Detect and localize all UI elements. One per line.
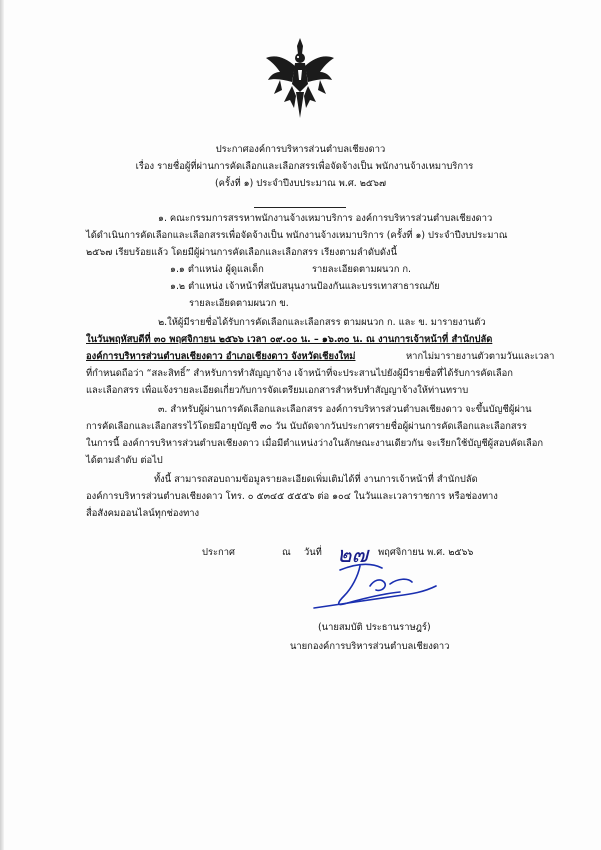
announce-day-label: วันที่ (304, 547, 322, 558)
para1-line1: ๑. คณะกรรมการสรรหาพนักงานจ้างเหมาบริการ องค์การบริหารส่วนตำบลเชียงดาว (158, 213, 493, 224)
para2-line3-tail: หากไม่มารายงานตัวตามวันและเวลา (406, 351, 555, 362)
item1-position: ๑.๑ ตำแหน่ง ผู้ดูแลเด็ก (170, 264, 264, 275)
signature-icon (300, 556, 450, 626)
item1-reference: รายละเอียดตามผนวก ก. (312, 264, 412, 275)
garuda-emblem-icon (262, 36, 338, 120)
scan-shadow (0, 0, 4, 850)
para2-report-location: องค์การบริหารส่วนตำบลเชียงดาว อำเภอเชียงดาว จังหวัดเชียงใหม่ (86, 351, 356, 362)
para3-line1: ๓. สำหรับผู้ผ่านการคัดเลือกและเลือกสรร องค์การบริหารส่วนตำบลเชียงดาว จะขึ้นบัญชีผู้ผ่าน (158, 404, 532, 415)
para4-line1: ทั้งนี้ สามารถสอบถามข้อมูลรายละเอียดเพิ่มเติมได้ที่ งานการเจ้าหน้าที่ สำนักปลัด (154, 474, 478, 485)
para3-line4: ได้ตามลำดับ ต่อไป (86, 455, 163, 466)
round-fiscal-year: (ครั้งที่ ๑) ประจำปีงบประมาณ พ.ศ. ๒๕๖๗ (214, 178, 387, 189)
org-header: ประกาศองค์การบริหารส่วนตำบลเชียงดาว (215, 144, 386, 155)
para4-line3: สื่อสังคมออนไลน์ทุกช่องทาง (86, 508, 200, 519)
para2-line1: ๒.ให้ผู้มีรายชื่อได้รับการคัดเลือกและเลือกสรร ตามผนวก ก. และ ข. มารายงานตัว (158, 317, 486, 328)
item2-reference: รายละเอียดตามผนวก ข. (189, 298, 289, 309)
announce-day-handwritten: ๒๗ (337, 543, 369, 568)
para3-line2: การคัดเลือกและเลือกสรรไว้โดยมีอายุบัญชี ๓๐ วัน นับถัดจากวันประกาศรายชื่อผู้ผ่านการคัดเลือกและเลือกสรร (86, 421, 527, 432)
header-divider (254, 207, 346, 208)
para2-line4: ที่กำหนดถือว่า “สละสิทธิ์” สำหรับการทำสัญญาจ้าง เจ้าหน้าที่จะประสานไปยังผู้มีรายชื่อที่ได้รับการคัดเลือก (86, 368, 513, 379)
para4-line2: องค์การบริหารส่วนตำบลเชียงดาว โทร. ๐ ๕๓๔๕ ๕๕๕๖ ต่อ ๑๐๔ ในวันและเวลาราชการ หรือช่องทาง (86, 491, 498, 502)
para3-line3: ในการนี้ องค์การบริหารส่วนตำบลเชียงดาว เมื่อมีตำแหน่งว่างในลักษณะงานเดียวกัน จะเรียกใช้บัญชีผู้สอบคัดเลือก (86, 438, 544, 449)
para2-report-date: ในวันพฤหัสบดีที่ ๓๐ พฤศจิกายน ๒๕๖๖ เวลา ๐๙.๐๐ น. – ๑๖.๓๐ น. ณ งานการเจ้าหน้าที่ สำนักปลัด (86, 334, 493, 345)
signer-name: (นายสมบัติ ประธานราษฎร์) (318, 622, 431, 633)
announce-label: ประกาศ (202, 547, 235, 558)
para1-line3: ๒๕๖๗ เรียบร้อยแล้ว โดยมีผู้ผ่านการคัดเลือกและเลือกสรร เรียงตามลำดับดังนี้ (86, 247, 397, 258)
document-subject: เรื่อง รายชื่อผู้ที่ผ่านการคัดเลือกและเลือกสรรเพื่อจัดจ้างเป็น พนักงานจ้างเหมาบริการ (135, 161, 474, 172)
announce-at: ณ (282, 547, 291, 558)
para2-line5: และเลือกสรร เพื่อแจ้งรายละเอียดเกี่ยวกับการจัดเตรียมเอกสารสำหรับทำสัญญาจ้างให้ท่านทราบ (86, 385, 469, 396)
announce-month-year: พฤศจิกายน พ.ศ. ๒๕๖๖ (378, 547, 474, 558)
para1-line2: ได้ดำเนินการคัดเลือกและเลือกสรรเพื่อจัดจ้างเป็น พนักงานจ้างเหมาบริการ (ครั้งที่ ๑) ประจำปีงบประมาณ (86, 230, 508, 241)
signer-title: นายกองค์การบริหารส่วนตำบลเชียงดาว (290, 641, 450, 652)
item2-position: ๑.๒ ตำแหน่ง เจ้าหน้าที่สนับสนุนงานป้องกันและบรรเทาสาธารณภัย (170, 281, 440, 292)
